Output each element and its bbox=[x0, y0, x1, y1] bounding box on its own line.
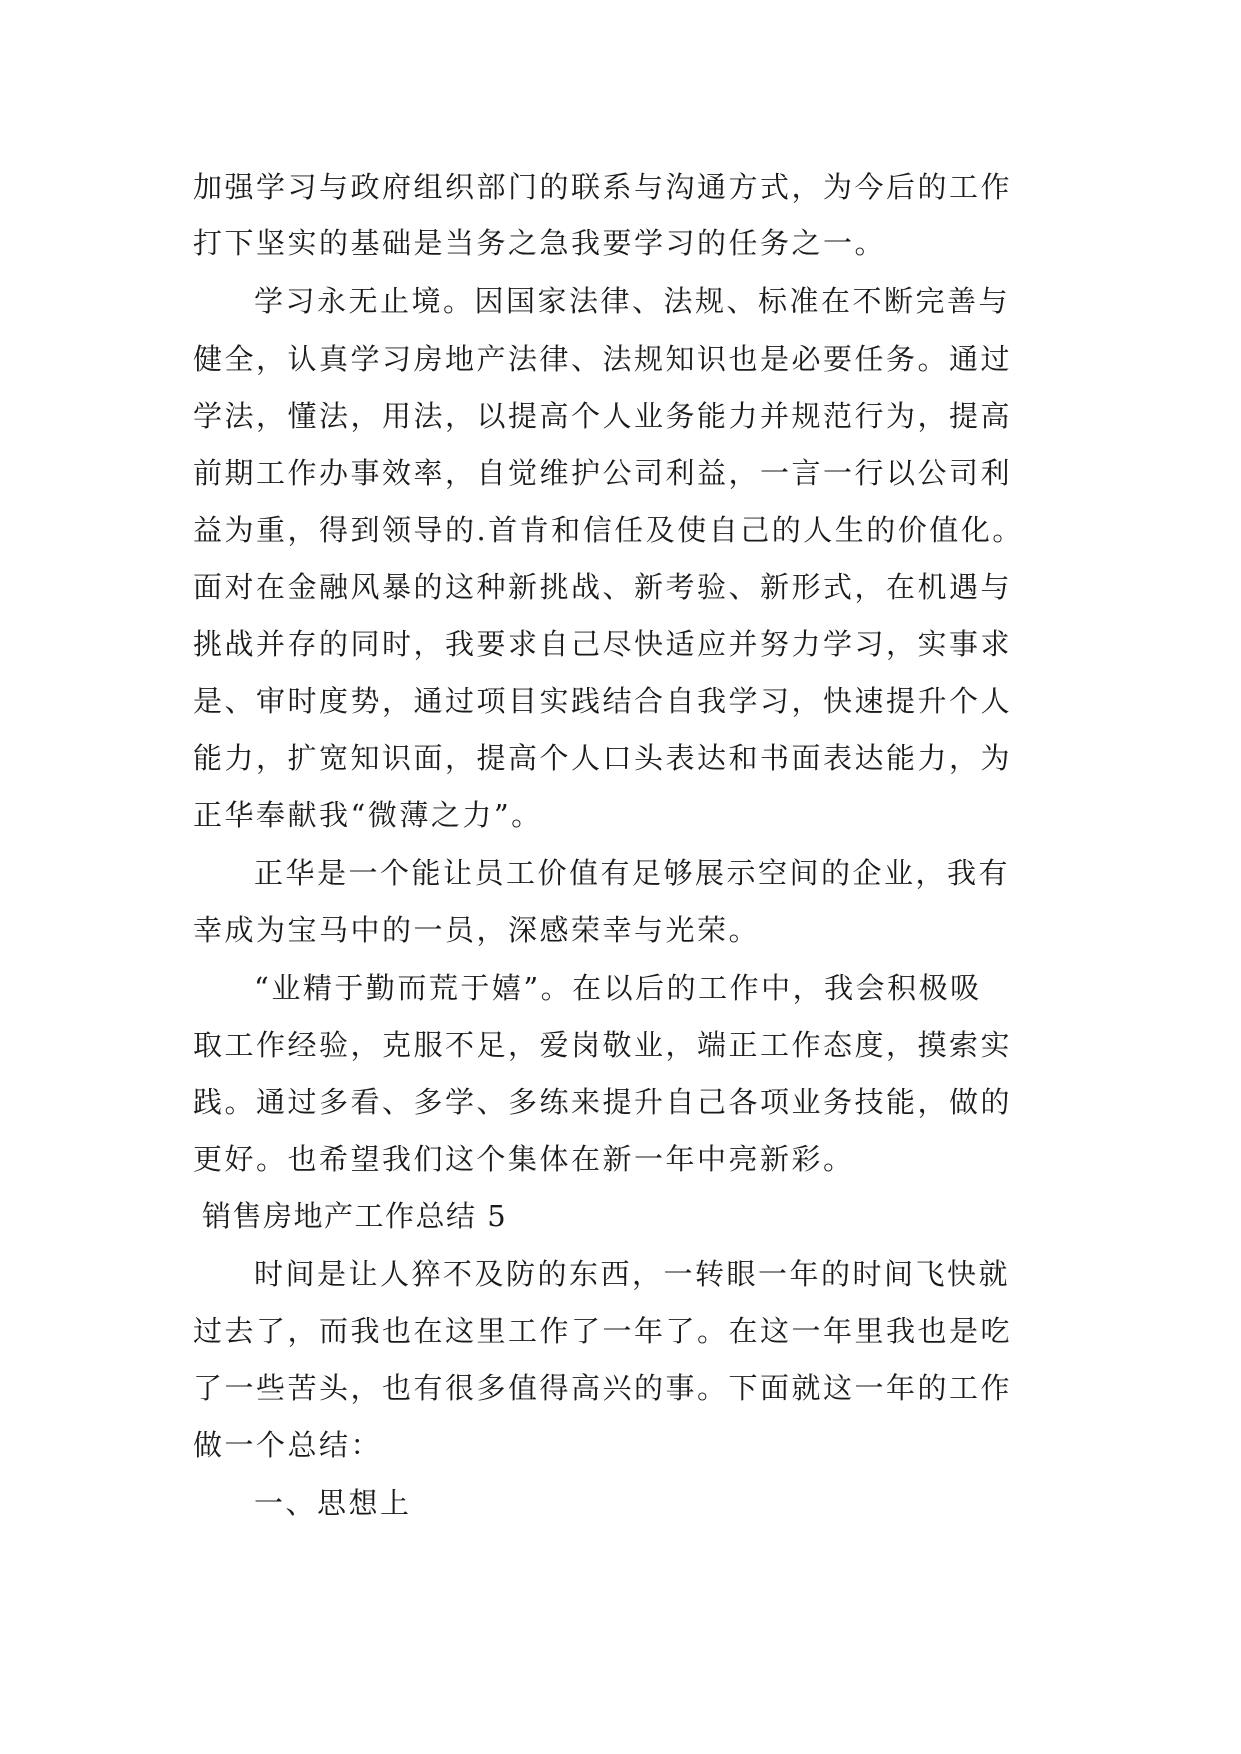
text-line: 前期工作办事效率，自觉维护公司利益，一言一行以公司利 bbox=[193, 456, 1013, 490]
paragraph-start-line: “业精于勤而荒于嬉”。在以后的工作中，我会积极吸 bbox=[254, 971, 982, 1005]
text-line: 能力，扩宽知识面，提高个人口头表达和书面表达能力，为 bbox=[193, 741, 1013, 775]
text-line: 是、审时度势，通过项目实践结合自我学习，快速提升个人 bbox=[193, 684, 1013, 718]
text-line: 做一个总结： bbox=[193, 1428, 383, 1462]
text-line: 过去了，而我也在这里工作了一年了。在这一年里我也是吃 bbox=[193, 1314, 1013, 1348]
text-line: 益为重，得到领导的.首肯和信任及使自己的人生的价值化。 bbox=[193, 513, 1024, 547]
text-line: 学法，懂法，用法，以提高个人业务能力并规范行为，提高 bbox=[193, 399, 1013, 433]
text-line: 取工作经验，克服不足，爱岗敬业，端正工作态度，摸索实 bbox=[193, 1028, 1013, 1062]
text-line: 加强学习与政府组织部门的联系与沟通方式，为今后的工作 bbox=[193, 170, 1013, 204]
text-line: 更好。也希望我们这个集体在新一年中亮新彩。 bbox=[193, 1142, 855, 1176]
text-line: 践。通过多看、多学、多练来提升自己各项业务技能，做的 bbox=[193, 1085, 1013, 1119]
paragraph-start-line: 学习永无止境。因国家法律、法规、标准在不断完善与 bbox=[254, 284, 1011, 318]
text-line: 健全，认真学习房地产法律、法规知识也是必要任务。通过 bbox=[193, 342, 1013, 376]
text-line: 幸成为宝马中的一员，深感荣幸与光荣。 bbox=[193, 913, 761, 947]
text-line: 打下坚实的基础是当务之急我要学习的任务之一。 bbox=[193, 226, 887, 260]
text-line: 正华奉献我“微薄之力”。 bbox=[193, 798, 543, 832]
paragraph-start-line: 时间是让人猝不及防的东西，一转眼一年的时间飞快就 bbox=[254, 1257, 1011, 1291]
subheading-line: 一、思想上 bbox=[254, 1486, 412, 1520]
text-line: 面对在金融风暴的这种新挑战、新考验、新形式，在机遇与 bbox=[193, 570, 1013, 604]
text-line: 挑战并存的同时，我要求自己尽快适应并努力学习，实事求 bbox=[193, 627, 1013, 661]
section-heading: 销售房地产工作总结 5 bbox=[202, 1199, 508, 1233]
text-line: 了一些苦头，也有很多值得高兴的事。下面就这一年的工作 bbox=[193, 1371, 1013, 1405]
paragraph-start-line: 正华是一个能让员工价值有足够展示空间的企业，我有 bbox=[254, 856, 1011, 890]
